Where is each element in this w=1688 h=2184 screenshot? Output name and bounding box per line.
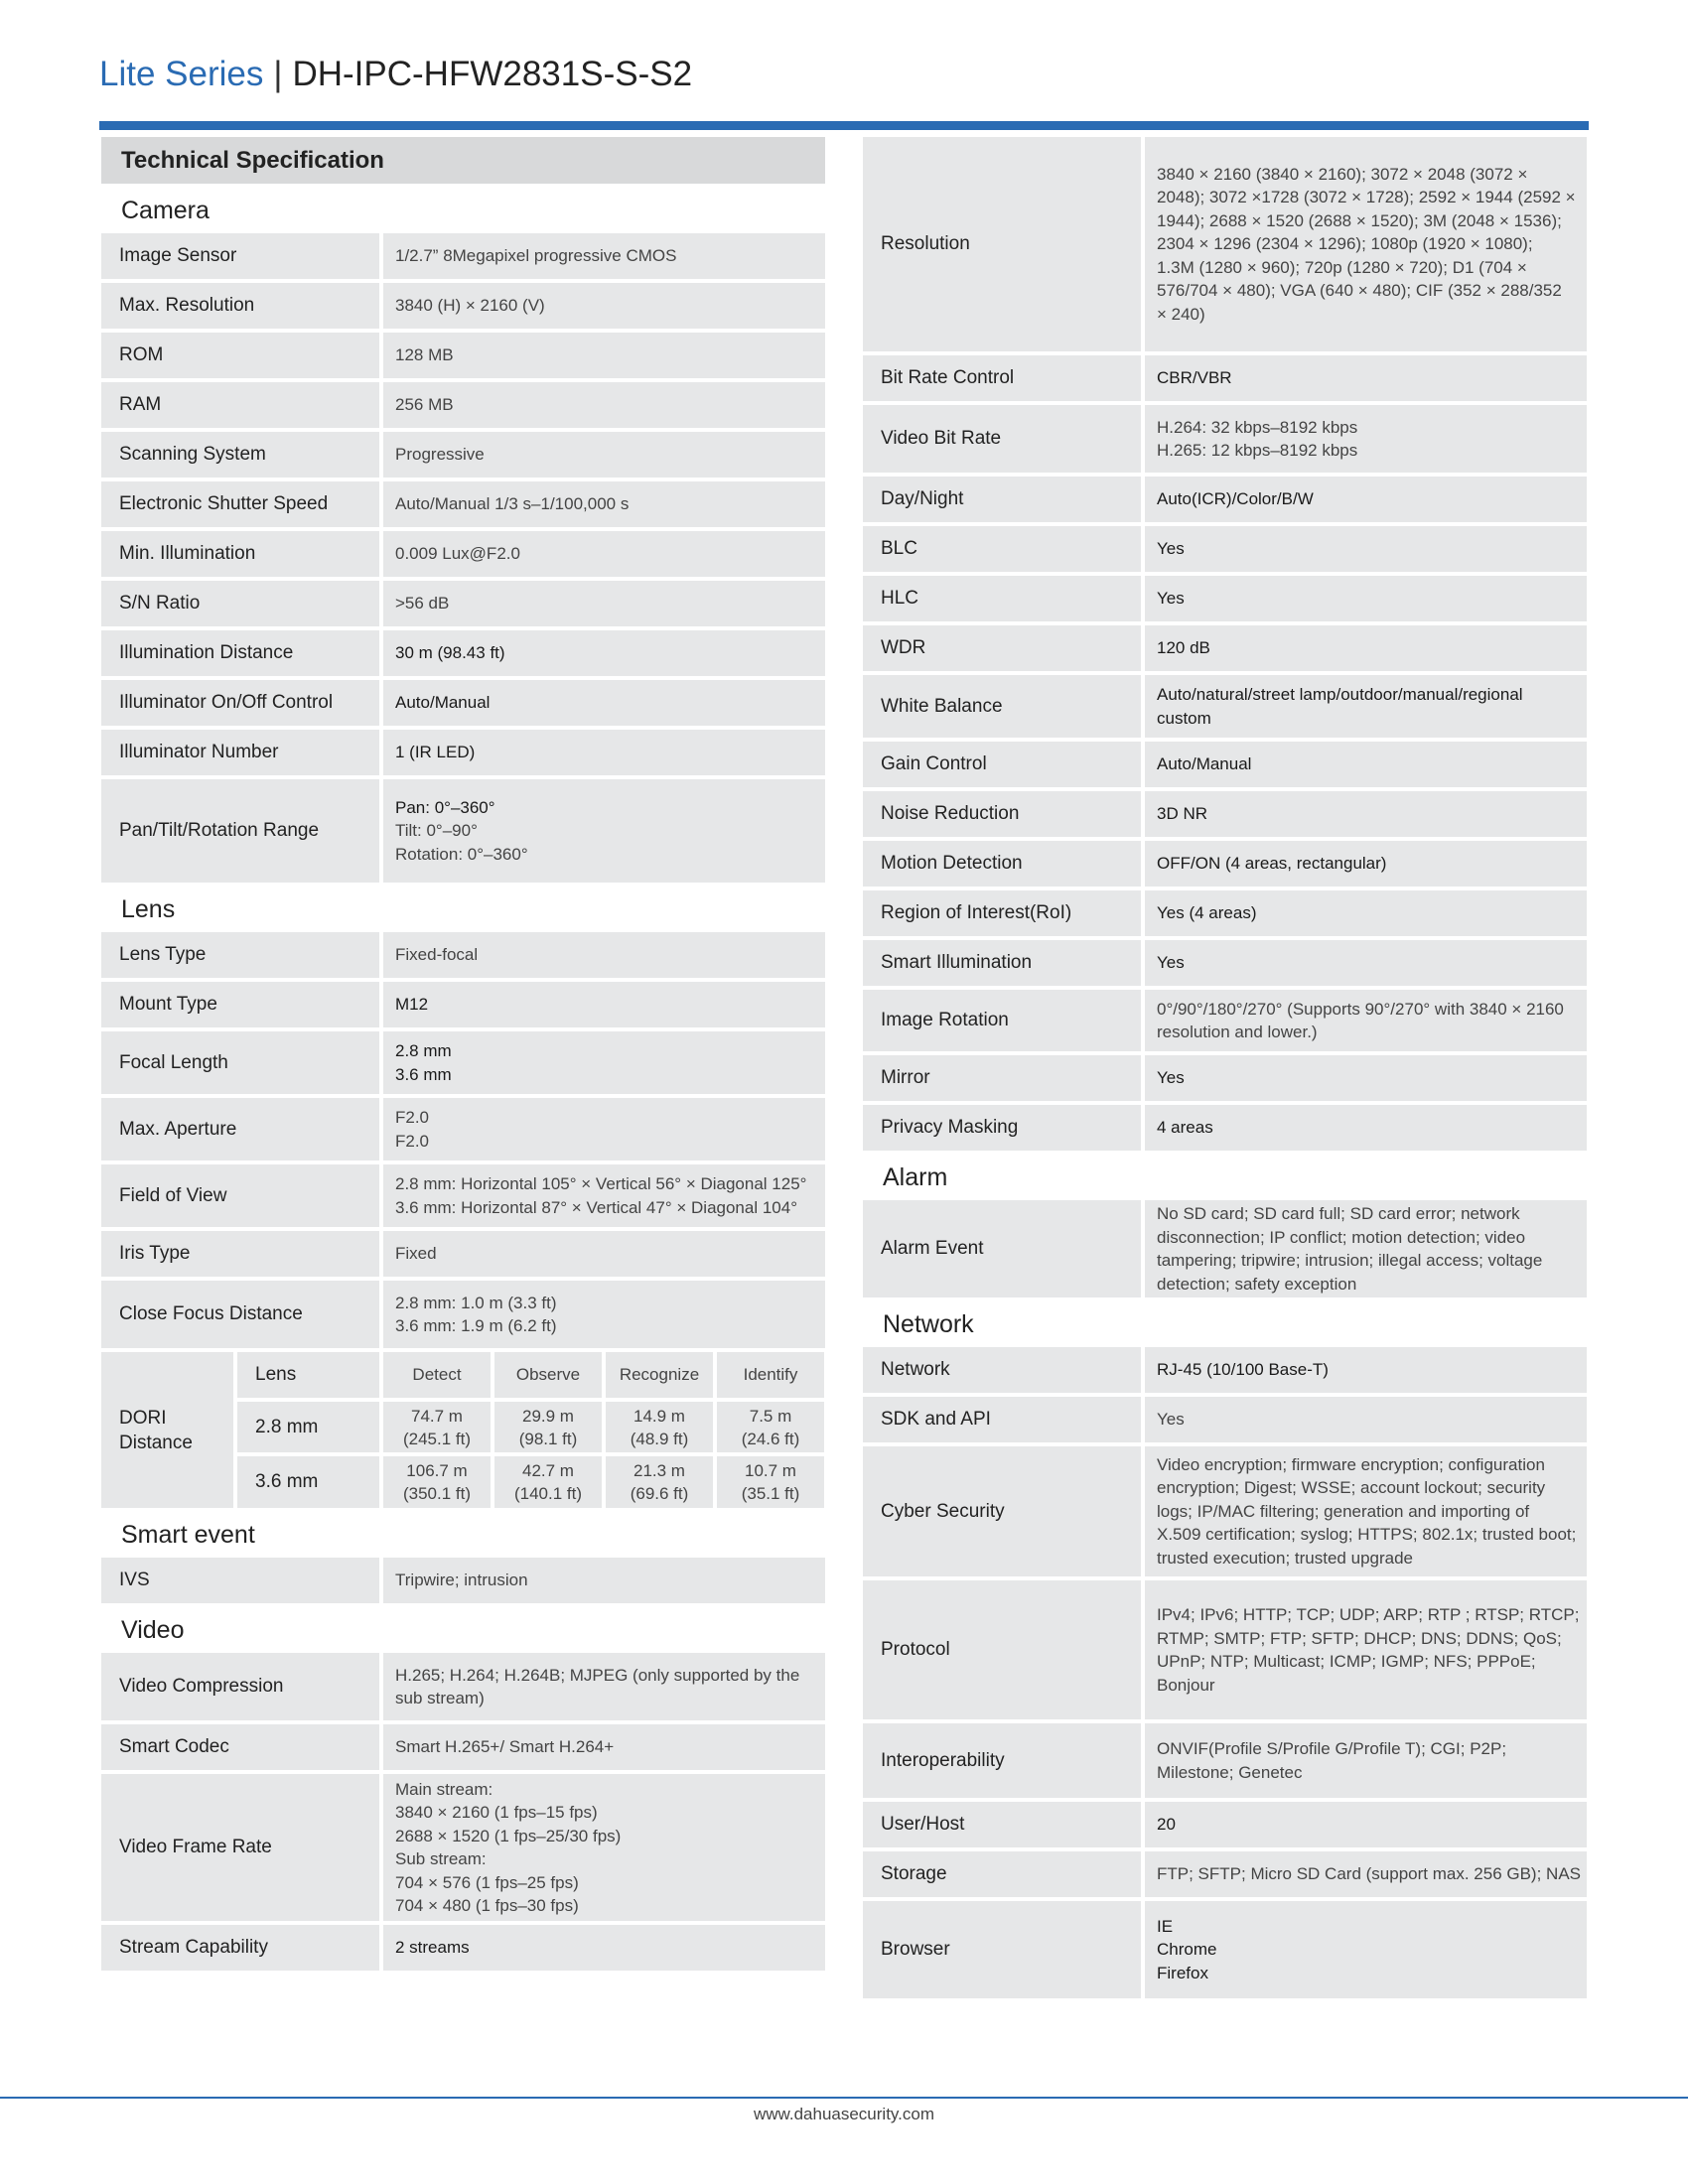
spec-value: IE Chrome Firefox — [1145, 1901, 1587, 1998]
spec-row — [101, 932, 825, 978]
spec-value: 1/2.7” 8Megapixel progressive CMOS — [383, 233, 825, 279]
spec-row — [863, 137, 1587, 351]
spec-value: M12 — [383, 982, 825, 1027]
spec-value: >56 dB — [383, 581, 825, 626]
spec-row — [863, 1446, 1587, 1576]
spec-label: Scanning System — [101, 432, 379, 478]
spec-row — [101, 630, 825, 676]
section-network: Network — [883, 1310, 974, 1338]
spec-label: HLC — [863, 576, 1141, 621]
header-rule — [99, 121, 1589, 130]
spec-row — [101, 481, 825, 527]
dori-cell: 14.9 m (48.9 ft) — [606, 1402, 713, 1453]
dori-grid — [237, 1352, 825, 1508]
spec-row — [101, 1774, 825, 1921]
spec-row — [863, 1200, 1587, 1297]
spec-value: Auto/natural/street lamp/outdoor/manual/regional custom — [1145, 675, 1587, 738]
spec-label: Cyber Security — [863, 1446, 1141, 1576]
left-column — [101, 137, 825, 1975]
spec-row — [863, 526, 1587, 572]
dori-lens-cell: 2.8 mm — [237, 1402, 379, 1453]
spec-value: Auto/Manual 1/3 s–1/100,000 s — [383, 481, 825, 527]
dori-lens-cell: 3.6 mm — [237, 1456, 379, 1508]
spec-row — [863, 477, 1587, 522]
spec-label: Protocol — [863, 1580, 1141, 1719]
spec-value: H.265; H.264; H.264B; MJPEG (only supported by the sub stream) — [383, 1653, 825, 1720]
spec-value: Video encryption; firmware encryption; configuration encryption; Digest; WSSE; account lockout; security logs; IP/MAC filtering; generation and importing of X.509 certification; syslog; HTTPS; 802.1x; trusted boot; trusted execution; trusted upgrade — [1145, 1446, 1587, 1576]
spec-row — [101, 581, 825, 626]
spec-value: 3840 × 2160 (3840 × 2160); 3072 × 2048 (3072 × 2048); 3072 ×1728 (3072 × 1728); 2592 × 1944 (2592 × 1944); 2688 × 1520 (2688 × 1520); 3M (2048 × 1536); 2304 × 1296 (2304 × 1296); 1080p (1920 × 1080); 1.3M (1280 × 960); 720p (1280 × 720); D1 (704 × 576/704 × 480); VGA (640 × 480); CIF (352 × 288/352 × 240) — [1145, 137, 1587, 351]
spec-value: 3D NR — [1145, 791, 1587, 837]
spec-label: Resolution — [863, 137, 1141, 351]
spec-row — [101, 779, 825, 883]
dori-row — [237, 1456, 825, 1508]
spec-value: Pan: 0°–360° Tilt: 0°–90° Rotation: 0°–360° — [383, 779, 825, 883]
spec-row — [863, 791, 1587, 837]
spec-label: Electronic Shutter Speed — [101, 481, 379, 527]
spec-value: 2.8 mm: Horizontal 105° × Vertical 56° × Diagonal 125° 3.6 mm: Horizontal 87° × Vertical 47° × Diagonal 104° — [383, 1164, 825, 1227]
spec-row — [863, 355, 1587, 401]
spec-label: Iris Type — [101, 1231, 379, 1277]
spec-label: Video Compression — [101, 1653, 379, 1720]
spec-label: Motion Detection — [863, 841, 1141, 887]
spec-value: 3840 (H) × 2160 (V) — [383, 283, 825, 329]
spec-row — [863, 1055, 1587, 1101]
dori-cell: 106.7 m (350.1 ft) — [383, 1456, 491, 1508]
spec-row — [101, 283, 825, 329]
spec-value: Progressive — [383, 432, 825, 478]
footer-rule — [0, 2097, 1688, 2099]
spec-label: Lens Type — [101, 932, 379, 978]
spec-label: Storage — [863, 1851, 1141, 1897]
spec-label: S/N Ratio — [101, 581, 379, 626]
spec-row — [101, 1724, 825, 1770]
spec-value: Smart H.265+/ Smart H.264+ — [383, 1724, 825, 1770]
spec-value: Auto(ICR)/Color/B/W — [1145, 477, 1587, 522]
header-separator: | — [273, 55, 283, 93]
spec-label: Image Sensor — [101, 233, 379, 279]
spec-label: Network — [863, 1347, 1141, 1393]
spec-label: Video Bit Rate — [863, 405, 1141, 473]
spec-row — [101, 333, 825, 378]
dori-header-row — [237, 1352, 825, 1398]
spec-label: RAM — [101, 382, 379, 428]
spec-value: Tripwire; intrusion — [383, 1558, 825, 1603]
spec-label: Field of View — [101, 1164, 379, 1227]
spec-value: Yes (4 areas) — [1145, 890, 1587, 936]
spec-row — [101, 1231, 825, 1277]
spec-label: Browser — [863, 1901, 1141, 1998]
spec-row — [101, 233, 825, 279]
spec-value: 30 m (98.43 ft) — [383, 630, 825, 676]
spec-label: IVS — [101, 1558, 379, 1603]
section-camera: Camera — [121, 197, 210, 224]
spec-value: ONVIF(Profile S/Profile G/Profile T); CGI; P2P; Milestone; Genetec — [1145, 1723, 1587, 1798]
dori-row — [237, 1402, 825, 1453]
dori-cell: 7.5 m (24.6 ft) — [717, 1402, 824, 1453]
spec-value: RJ-45 (10/100 Base-T) — [1145, 1347, 1587, 1393]
spec-row — [101, 1098, 825, 1160]
dori-cell: 21.3 m (69.6 ft) — [606, 1456, 713, 1508]
spec-label: User/Host — [863, 1802, 1141, 1847]
dori-cell: 42.7 m (140.1 ft) — [494, 1456, 602, 1508]
spec-value: Yes — [1145, 1397, 1587, 1442]
dori-table — [101, 1352, 825, 1508]
spec-row — [101, 982, 825, 1027]
spec-value: 2 streams — [383, 1925, 825, 1971]
spec-row — [101, 1281, 825, 1348]
spec-row — [101, 1031, 825, 1094]
spec-label: Min. Illumination — [101, 531, 379, 577]
spec-label: Close Focus Distance — [101, 1281, 379, 1348]
spec-value: 120 dB — [1145, 625, 1587, 671]
spec-row — [101, 680, 825, 726]
spec-value: 128 MB — [383, 333, 825, 378]
spec-row — [101, 432, 825, 478]
spec-value: 4 areas — [1145, 1105, 1587, 1151]
dori-header-cell: Detect — [383, 1352, 491, 1398]
spec-label: Focal Length — [101, 1031, 379, 1094]
dori-label: DORI Distance — [101, 1352, 233, 1508]
footer-website[interactable]: www.dahuasecurity.com — [753, 2105, 935, 2123]
spec-value: 2.8 mm: 1.0 m (3.3 ft) 3.6 mm: 1.9 m (6.2 ft) — [383, 1281, 825, 1348]
spec-value: Yes — [1145, 1055, 1587, 1101]
spec-value: Fixed-focal — [383, 932, 825, 978]
dori-header-cell: Recognize — [606, 1352, 713, 1398]
dori-header-cell: Observe — [494, 1352, 602, 1398]
spec-label: Alarm Event — [863, 1200, 1141, 1297]
spec-label: BLC — [863, 526, 1141, 572]
spec-label: Smart Illumination — [863, 940, 1141, 986]
spec-label: Stream Capability — [101, 1925, 379, 1971]
spec-value: Auto/Manual — [1145, 742, 1587, 787]
spec-value: Yes — [1145, 576, 1587, 621]
dori-cell: 10.7 m (35.1 ft) — [717, 1456, 824, 1508]
spec-row — [863, 405, 1587, 473]
spec-label: Smart Codec — [101, 1724, 379, 1770]
spec-label: Region of Interest(RoI) — [863, 890, 1141, 936]
spec-value: H.264: 32 kbps–8192 kbps H.265: 12 kbps–8192 kbps — [1145, 405, 1587, 473]
spec-value: Main stream: 3840 × 2160 (1 fps–15 fps) 2688 × 1520 (1 fps–25/30 fps) Sub stream: 704 × 576 (1 fps–25 fps) 704 × 480 (1 fps–30 fps) — [383, 1774, 825, 1921]
spec-row — [101, 730, 825, 775]
dori-cell: 29.9 m (98.1 ft) — [494, 1402, 602, 1453]
model-name: DH-IPC-HFW2831S-S-S2 — [292, 55, 693, 93]
spec-row — [863, 1105, 1587, 1151]
spec-row — [863, 1723, 1587, 1798]
spec-row — [863, 1347, 1587, 1393]
spec-label: ROM — [101, 333, 379, 378]
spec-value: 0°/90°/180°/270° (Supports 90°/270° with 3840 × 2160 resolution and lower.) — [1145, 990, 1587, 1051]
spec-value: 1 (IR LED) — [383, 730, 825, 775]
spec-row — [863, 890, 1587, 936]
spec-row — [863, 1851, 1587, 1897]
spec-value: No SD card; SD card full; SD card error; network disconnection; IP conflict; motion detection; video tampering; tripwire; intrusion; illegal access; voltage detection; safety exception — [1145, 1200, 1587, 1297]
spec-value: 20 — [1145, 1802, 1587, 1847]
spec-label: Video Frame Rate — [101, 1774, 379, 1921]
spec-value: Fixed — [383, 1231, 825, 1277]
spec-value: Yes — [1145, 940, 1587, 986]
spec-label: Pan/Tilt/Rotation Range — [101, 779, 379, 883]
spec-row — [863, 742, 1587, 787]
spec-row — [863, 576, 1587, 621]
spec-row — [101, 1653, 825, 1720]
spec-row — [863, 940, 1587, 986]
spec-value: CBR/VBR — [1145, 355, 1587, 401]
spec-value: Yes — [1145, 526, 1587, 572]
dori-header-cell: Lens — [237, 1352, 379, 1398]
spec-value: 0.009 Lux@F2.0 — [383, 531, 825, 577]
spec-row — [863, 1802, 1587, 1847]
spec-row — [101, 1164, 825, 1227]
spec-label: Image Rotation — [863, 990, 1141, 1051]
spec-label: Max. Aperture — [101, 1098, 379, 1160]
spec-label: Day/Night — [863, 477, 1141, 522]
page-header — [99, 52, 692, 97]
spec-value: IPv4; IPv6; HTTP; TCP; UDP; ARP; RTP ; RTSP; RTCP; RTMP; SMTP; FTP; SFTP; DHCP; DNS; DDNS; QoS; UPnP; NTP; Multicast; ICMP; IGMP; NFS; PPPoE; Bonjour — [1145, 1580, 1587, 1719]
spec-label: Illuminator On/Off Control — [101, 680, 379, 726]
dori-cell: 74.7 m (245.1 ft) — [383, 1402, 491, 1453]
spec-row — [101, 531, 825, 577]
spec-row — [863, 1397, 1587, 1442]
spec-label: WDR — [863, 625, 1141, 671]
spec-label: Privacy Masking — [863, 1105, 1141, 1151]
spec-value: Auto/Manual — [383, 680, 825, 726]
series-name: Lite Series — [99, 55, 264, 93]
spec-label: Interoperability — [863, 1723, 1141, 1798]
spec-row — [863, 625, 1587, 671]
spec-row — [863, 990, 1587, 1051]
spec-label: Gain Control — [863, 742, 1141, 787]
spec-title: Technical Specification — [101, 137, 825, 184]
right-column — [863, 137, 1587, 2002]
spec-label: Illumination Distance — [101, 630, 379, 676]
spec-row — [101, 1925, 825, 1971]
spec-label: Illuminator Number — [101, 730, 379, 775]
spec-value: 2.8 mm 3.6 mm — [383, 1031, 825, 1094]
spec-value: 256 MB — [383, 382, 825, 428]
spec-label: White Balance — [863, 675, 1141, 738]
section-alarm: Alarm — [883, 1163, 948, 1191]
spec-value: FTP; SFTP; Micro SD Card (support max. 256 GB); NAS — [1145, 1851, 1587, 1897]
spec-row — [863, 1901, 1587, 1998]
spec-row — [101, 1558, 825, 1603]
spec-row — [863, 675, 1587, 738]
section-video: Video — [121, 1616, 185, 1644]
spec-row — [863, 841, 1587, 887]
spec-label: Noise Reduction — [863, 791, 1141, 837]
section-lens: Lens — [121, 895, 176, 923]
spec-label: SDK and API — [863, 1397, 1141, 1442]
spec-row — [101, 382, 825, 428]
spec-label: Bit Rate Control — [863, 355, 1141, 401]
spec-value: OFF/ON (4 areas, rectangular) — [1145, 841, 1587, 887]
section-smart-event: Smart event — [121, 1521, 255, 1549]
dori-header-cell: Identify — [717, 1352, 824, 1398]
spec-label: Mirror — [863, 1055, 1141, 1101]
spec-row — [863, 1580, 1587, 1719]
spec-label: Mount Type — [101, 982, 379, 1027]
spec-value: F2.0 F2.0 — [383, 1098, 825, 1160]
spec-label: Max. Resolution — [101, 283, 379, 329]
